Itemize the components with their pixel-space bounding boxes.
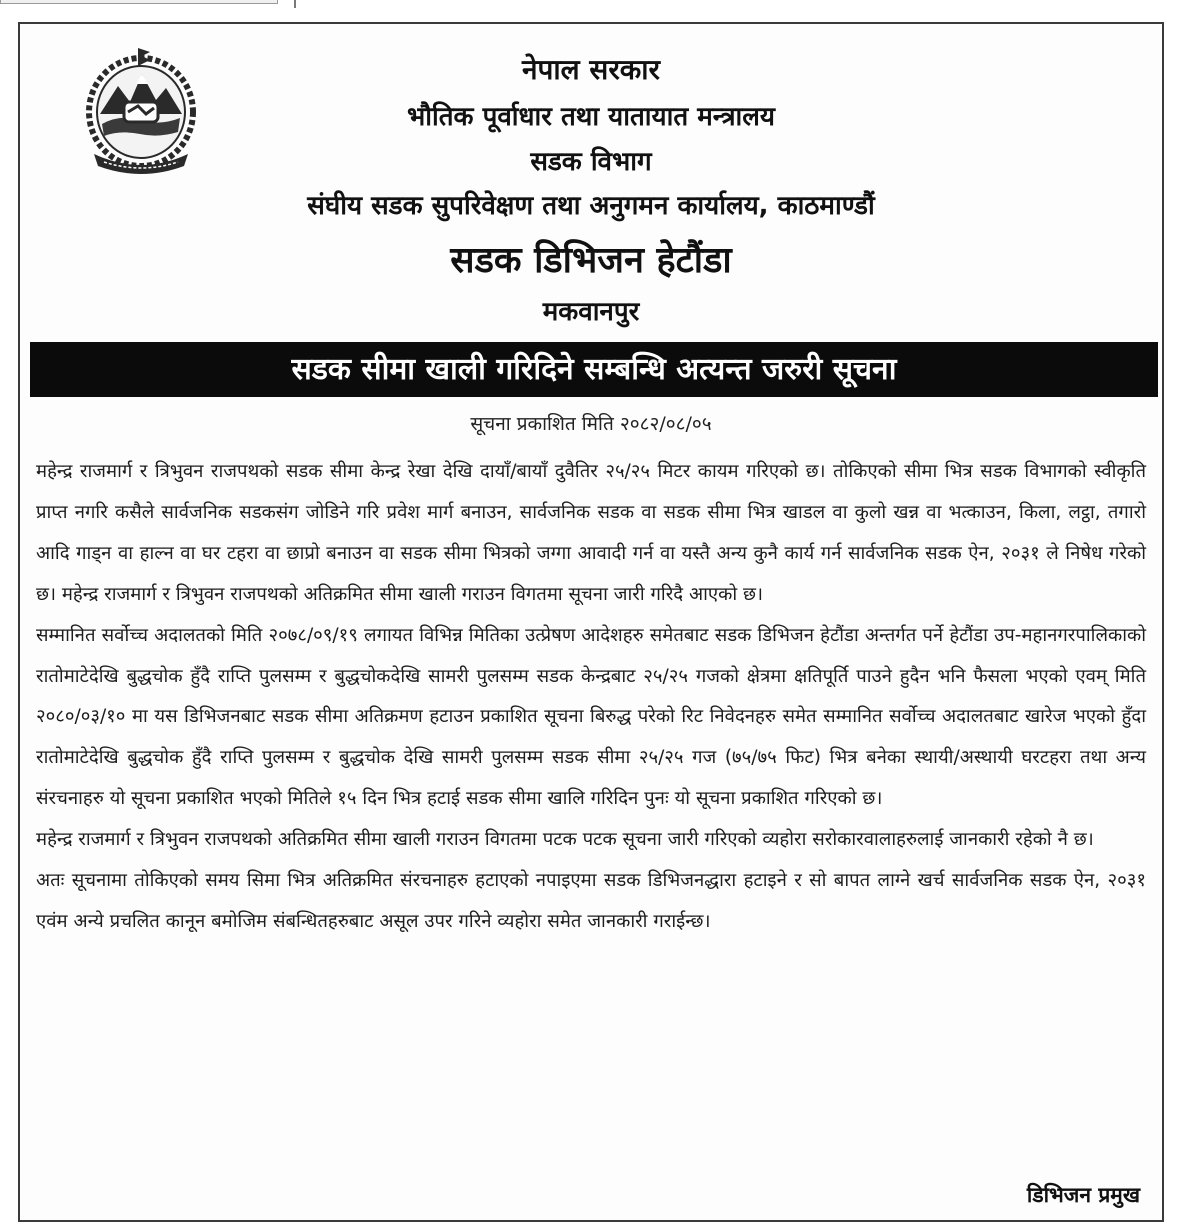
header-government: नेपाल सरकार (521, 53, 661, 86)
header-district: मकवानपुर (542, 297, 640, 327)
notice-paragraph: अतः सूचनामा तोकिएको समय सिमा भित्र अतिक्रमित संरचनाहरु हटाएको नपाइएमा सडक डिभिजनद्धारा हटाइने र सो बापत लाग्ने खर्च सार्वजनिक सडक ऐन, २०३१ एवंम अन्ये प्रचलित कानून बमोजिम संबन्धितहरुबाट असूल उपर गरिने व्यहोरा समेत जानकारी गराईन्छ। (36, 870, 1146, 932)
top-input-edge (0, 0, 278, 4)
header-ministry: भौतिक पूर्वाधार तथा यातायात मन्त्रालय (406, 102, 776, 132)
header-department: सडक विभाग (530, 147, 652, 177)
header-division: सडक डिभिजन हेटौंडा (450, 240, 732, 281)
notice-paragraph: महेन्द्र राजमार्ग र त्रिभुवन राजपथको सडक सीमा केन्द्र रेखा देखि दायाँ/बायाँ दुवैतिर २५/२५ मिटर कायम गरिएको छ। तोकिएको सीमा भित्र सडक विभागको स्वीकृति प्राप्त नगरि कसैले सार्वजनिक सडकसंग जोडिने गरि प्रवेश मार्ग बनाउन, सार्वजनिक सडक वा सडक सीमा भित्र खाडल वा कुलो खन्न वा भत्काउन, किला, लट्ठा, तगारो आदि गाड्न वा हाल्न वा घर टहरा वा छाप्रो बनाउन वा सडक सीमा भित्रको जग्गा आवादी गर्न वा यस्तै अन्य कुनै कार्य गर्न सार्वजनिक सडक ऐन, २०३१ ले निषेध गरेको छ। महेन्द्र राजमार्ग र त्रिभुवन राजपथको अतिक्रमित सीमा खाली गराउन विगतमा सूचना जारी गरिदै आएको छ। (36, 461, 1146, 605)
notice-body (36, 452, 1146, 943)
notice-title-banner: सडक सीमा खाली गरिदिने सम्बन्धि अत्यन्त जरुरी सूचना (30, 342, 1158, 397)
top-divider (294, 0, 296, 8)
signature-title: डिभिजन प्रमुख (1026, 1183, 1140, 1207)
notice-frame (18, 22, 1164, 1222)
published-date: सूचना प्रकाशित मिति २०८२/०८/०५ (470, 413, 712, 435)
notice-paragraph: सम्मानित सर्वोच्च अदालतको मिति २०७८/०९/१९ लगायत विभिन्न मितिका उत्प्रेषण आदेशहरु समेतबाट सडक डिभिजन हेटौंडा अन्तर्गत पर्ने हेटौंडा उप-महानगरपालिकाको रातोमाटेदेखि बुद्धचोक हुँदै राप्ति पुलसम्म र बुद्धचोकदेखि सामरी पुलसम्म सडक केन्द्रबाट २५/२५ गजको क्षेत्रमा क्षतिपूर्ति पाउने हुदैन भनि फैसला भएको एवम् मिति २०८०/०३/१० मा यस डिभिजनबाट सडक सीमा अतिक्रमण हटाउन प्रकाशित सूचना बिरुद्ध परेको रिट निवेदनहरु समेत सम्मानित सर्वोच्च अदालतबाट खारेज भएको हुँदा रातोमाटेदेखि बुद्धचोक हुँदै राप्ति पुलसम्म र बुद्धचोक देखि सामरी पुलसम्म सडक सीमा २५/२५ गज (७५/७५ फिट) भित्र बनेका स्थायी/अस्थायी घरटहरा तथा अन्य संरचनाहरु यो सूचना प्रकाशित भएको मितिले १५ दिन भित्र हटाई सडक सीमा खालि गरिदिन पुनः यो सूचना प्रकाशित गरिएको छ। (36, 624, 1146, 810)
top-ui-strip (0, 0, 1182, 8)
header-office: संघीय सडक सुपरिवेक्षण तथा अनुगमन कार्यालय, काठमाण्डौं (307, 191, 875, 221)
notice-paragraph: महेन्द्र राजमार्ग र त्रिभुवन राजपथको अतिक्रमित सीमा खाली गराउन विगतमा पटक पटक सूचना जारी गरिएको व्यहोरा सरोकारवालाहरुलाई जानकारी रहेको नै छ। (36, 829, 1094, 851)
